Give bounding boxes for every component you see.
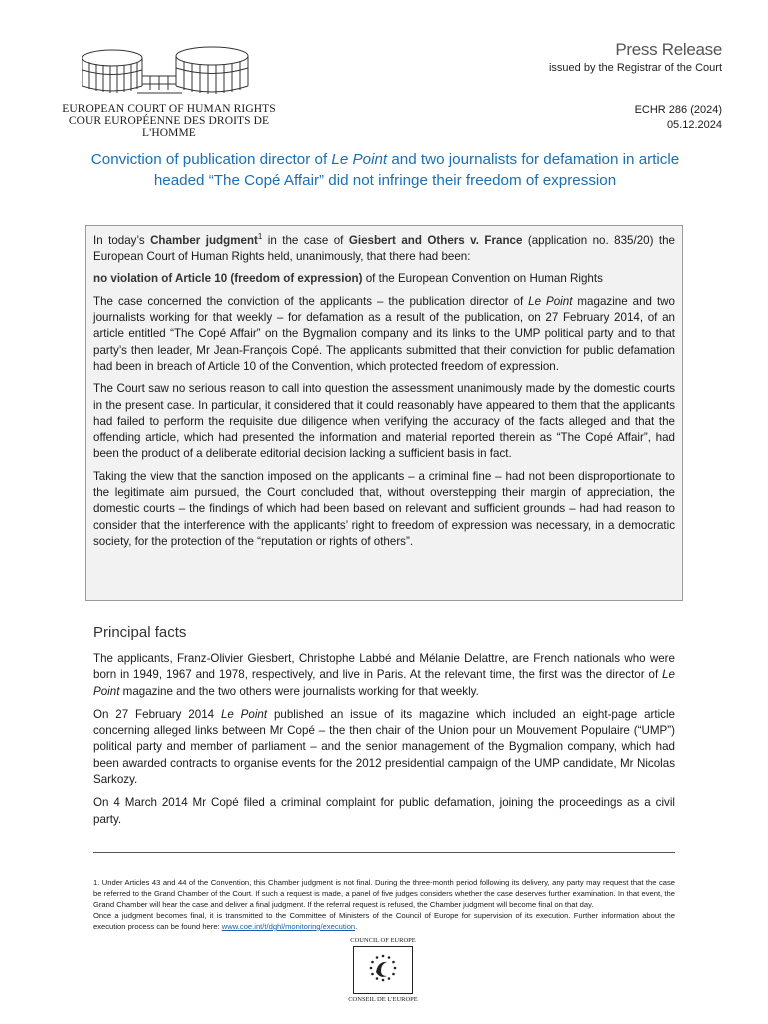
text: In today’s (93, 233, 151, 247)
chamber-judgment-term: Chamber judgment (150, 233, 258, 247)
summary-box (85, 225, 683, 601)
press-release-header (549, 40, 722, 74)
text: (application no. 835/20) the European Court of Human Rights held, unanimously, that there had been: (93, 233, 676, 264)
footnote-divider (93, 852, 675, 853)
issued-by: issued by the Registrar of the Court (548, 62, 722, 74)
text: The case concerned the conviction of the applicants – the publication director of (93, 294, 529, 308)
footnote-ref[interactable]: 1 (257, 232, 263, 241)
court-name-en: EUROPEAN COURT OF HUMAN RIGHTS (62, 103, 276, 115)
facts-paragraph-2 (93, 707, 675, 788)
magazine-name: Le Point (220, 707, 268, 721)
coe-label-en: COUNCIL OF EUROPE (350, 937, 416, 944)
magazine-name: Le Point (93, 668, 675, 698)
court-building-icon (82, 46, 252, 101)
reference-block (635, 103, 722, 133)
text: Once a judgment becomes final, it is transmitted to the Committee of Ministers of the Council of Europe for supervision of its execution. Further information about the execution process can be found here: (93, 911, 675, 931)
council-of-europe-logo (339, 937, 427, 1003)
summary-paragraph-5: Taking the view that the sanction imposed on the applicants – a criminal fine – had not been disproportionate to the legitimate aim pursued, the Court concluded that, without overstepping their margin of appreciation, the domestic courts – the findings of which had been based on relevant and sufficient grounds – had had reason to consider that the interference with the applicants’ right to freedom of expression was necessary, in a democratic society, for the protection of the “reputation or rights of others”. (93, 469, 675, 548)
section-heading-principal-facts: Principal facts (93, 624, 187, 641)
magazine-name: Le Point (528, 294, 573, 308)
facts-paragraph-1 (93, 651, 675, 700)
text: published an issue of its magazine which included an eight-page article concerning alleged links between Mr Copé – the then chair of the Union pour un Mouvement Populaire (“UMP”) political party and member of parliament – and the senior management of the Bygmalion company, which had been awarded contracts to organise events for the 2012 presidential campaign of the UMP candidate, Mr Nicolas Sarkozy. (93, 707, 675, 787)
text: in the case of (262, 233, 349, 247)
release-date: 05.12.2024 (666, 119, 722, 131)
echr-logo (44, 46, 294, 139)
facts-paragraph-3: On 4 March 2014 Mr Copé filed a criminal complaint for public defamation, joining the proceedings as a civil party. (93, 796, 675, 826)
footnote-text-1: 1. Under Articles 43 and 44 of the Convention, this Chamber judgment is not final. During the three-month period following its delivery, any party may request that the case be referred to the Grand Chamber of the Court. If such a request is made, a panel of five judges considers whether the case deserves further examination. In that event, the Grand Chamber will hear the case and deliver a final judgment. If the referral request is refused, the Chamber judgment will become final on that day. (93, 878, 675, 909)
text: . (355, 922, 358, 931)
council-of-europe-stars-icon (353, 946, 413, 994)
title-text: Conviction of publication director of (90, 151, 332, 168)
summary-paragraph-2 (93, 271, 675, 287)
court-name-fr: COUR EUROPÉENNE DES DROITS DE L'HOMME (68, 115, 270, 139)
summary-paragraph-4: The Court saw no serious reason to call into question the assessment unanimously made by the domestic courts in the present case. In particular, it considered that it could reasonably have appeared to them that the applicants had failed to perform the requisite due diligence when verifying the accuracy of the facts alleged and that the offending article, which had presented the information and material reported therein as “The Copé Affair”, had been the product of a deliberate editorial decision lacking a sufficient basis in fact. (93, 382, 675, 461)
press-release-title (80, 149, 690, 191)
text: On 27 February 2014 (93, 707, 221, 721)
footnote-text-2 (93, 910, 675, 932)
summary-paragraph-3 (93, 294, 675, 375)
execution-link[interactable]: www.coe.int/t/dghl/monitoring/execution (221, 922, 356, 931)
case-name: Giesbert and Others v. France (348, 233, 523, 247)
principal-facts-body (93, 651, 675, 835)
text: The applicants, Franz-Olivier Giesbert, Christophe Labbé and Mélanie Delattre, are French nationals who were born in 1949, 1967 and 1978, respectively, and live in Paris. At the relevant time, the first was the director of (93, 652, 675, 682)
coe-label-fr: CONSEIL DE L'EUROPE (348, 996, 418, 1003)
text: of the European Convention on Human Rights (362, 272, 603, 286)
footnote (93, 877, 675, 932)
text: magazine and the two others were journalists working for that weekly. (119, 684, 479, 698)
reference-number: ECHR 286 (2024) (634, 104, 722, 116)
summary-paragraph-1 (93, 229, 675, 265)
verdict: no violation of Article 10 (freedom of expression) (93, 272, 363, 286)
title-text-cont: and two journalists for defamation in article headed “The Copé Affair” did not infringe their freedom of expression (153, 151, 680, 189)
title-italic: Le Point (331, 151, 388, 168)
text: magazine and two journalists working for that weekly – for defamation as a result of the publication, on 27 February 2014, of an article entitled “The Copé Affair” on the Bygmalion company and its links to the UMP political party and to that party’s then leader, Mr Jean-François Copé. The applicants submitted that their conviction for public defamation had been in breach of Article 10 of the Convention, which protected freedom of expression. (93, 294, 675, 373)
press-release-label: Press Release (615, 40, 722, 59)
